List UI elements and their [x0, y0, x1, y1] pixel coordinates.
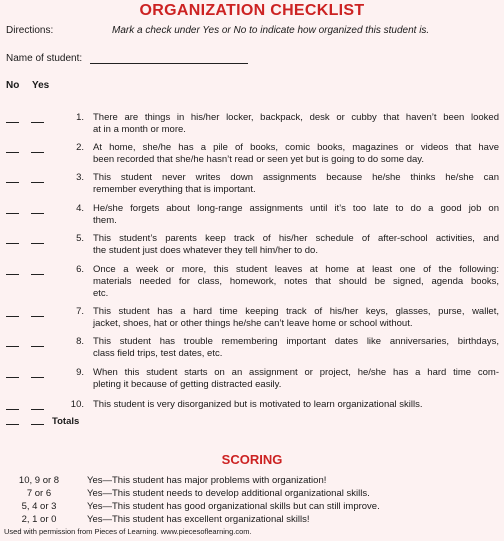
directions-label: Directions: [6, 25, 54, 36]
directions-text: Mark a check under Yes or No to indicate how organized this student is. [112, 25, 430, 36]
item-text [93, 112, 499, 136]
item-text [93, 172, 499, 196]
item-text-line: been recorded that she/he hasn’t read or seen yet but is going to do some day. [93, 154, 424, 165]
item-number: 7. [76, 306, 84, 317]
item-text [93, 336, 499, 360]
item-number: 4. [76, 203, 84, 214]
item-text-line: them. [93, 215, 117, 226]
score-range: 5, 4 or 3 [21, 501, 57, 512]
item-number: 8. [76, 336, 84, 347]
score-description: Yes—This student needs to develop additional organizational skills. [87, 488, 370, 499]
score-range: 7 or 6 [26, 488, 52, 499]
item-text-line: This student has a hard time keeping track of his/her keys, glasses, purse, wallet, [93, 306, 499, 317]
item-text [93, 142, 499, 166]
score-description: Yes—This student has excellent organizational skills! [87, 514, 310, 525]
item-text-line: class field trips, test dates, etc. [93, 348, 223, 359]
item-text-line: pleting it because of getting distracted easily. [93, 379, 282, 390]
item-text-line: etc. [93, 288, 109, 299]
item-number: 10. [70, 399, 84, 410]
yes-column-header: Yes [32, 80, 50, 91]
item-text [93, 399, 499, 411]
no-column-header: No [6, 80, 20, 91]
item-text-line: jacket, shoes, hat or other things he/she can’t leave home or school without. [93, 318, 413, 329]
item-text-line: At home, she/he has a pile of books, comic books, magazines or videos that have [93, 142, 499, 153]
footer-credit: Used with permission from Pieces of Learning. www.piecesoflearning.com. [4, 527, 252, 536]
yes-total-blank[interactable] [31, 424, 44, 425]
student-name-label: Name of student: [6, 53, 83, 64]
item-text-line: There are things in his/her locker, backpack, desk or cubby that haven’t been looked [93, 112, 499, 123]
score-description: Yes—This student has good organizational skills but can still improve. [87, 501, 380, 512]
item-text-line: This student has trouble remembering important dates like anniversaries, birthdays, [93, 336, 499, 347]
no-total-blank[interactable] [6, 424, 19, 425]
page-title: ORGANIZATION CHECKLIST [139, 2, 365, 19]
item-text [93, 264, 499, 300]
item-text-line: remember everything that is important. [93, 184, 256, 195]
item-text-line: He/she forgets about long-range assignments until it’s too late to do a good job on [93, 203, 499, 214]
item-number: 9. [76, 367, 84, 378]
score-range: 10, 9 or 8 [18, 475, 60, 486]
item-text-line: at in a month or more. [93, 124, 186, 135]
score-range: 2, 1 or 0 [21, 514, 57, 525]
item-text [93, 203, 499, 227]
item-number: 1. [76, 112, 84, 123]
item-text [93, 233, 499, 257]
item-text-line: materials needed for class, homework, notes that should be signed, agenda books, [93, 276, 499, 287]
item-text-line: This student’s parents keep track of his/her schedule of after-school activities, and [93, 233, 499, 244]
item-text-line: This student is very disorganized but is motivated to learn organizational skills. [93, 399, 423, 410]
item-number: 6. [76, 264, 84, 275]
item-text [93, 367, 499, 391]
item-text [93, 306, 499, 330]
item-text-line: When this student starts on an assignment or project, he/she has a hard time com- [93, 367, 499, 378]
totals-label: Totals [52, 416, 80, 427]
item-text-line: This student never writes down assignments because he/she thinks he/she can [93, 172, 499, 183]
item-text-line: Once a week or more, this student leaves at home at least one of the following: [93, 264, 499, 275]
item-number: 3. [76, 172, 84, 183]
item-text-line: the student just does whatever they tell him/her to do. [93, 245, 318, 256]
item-number: 2. [76, 142, 84, 153]
item-number: 5. [76, 233, 84, 244]
scoring-title: SCORING [221, 452, 283, 467]
score-description: Yes—This student has major problems with organization! [87, 475, 327, 486]
student-name-field[interactable] [90, 63, 248, 64]
